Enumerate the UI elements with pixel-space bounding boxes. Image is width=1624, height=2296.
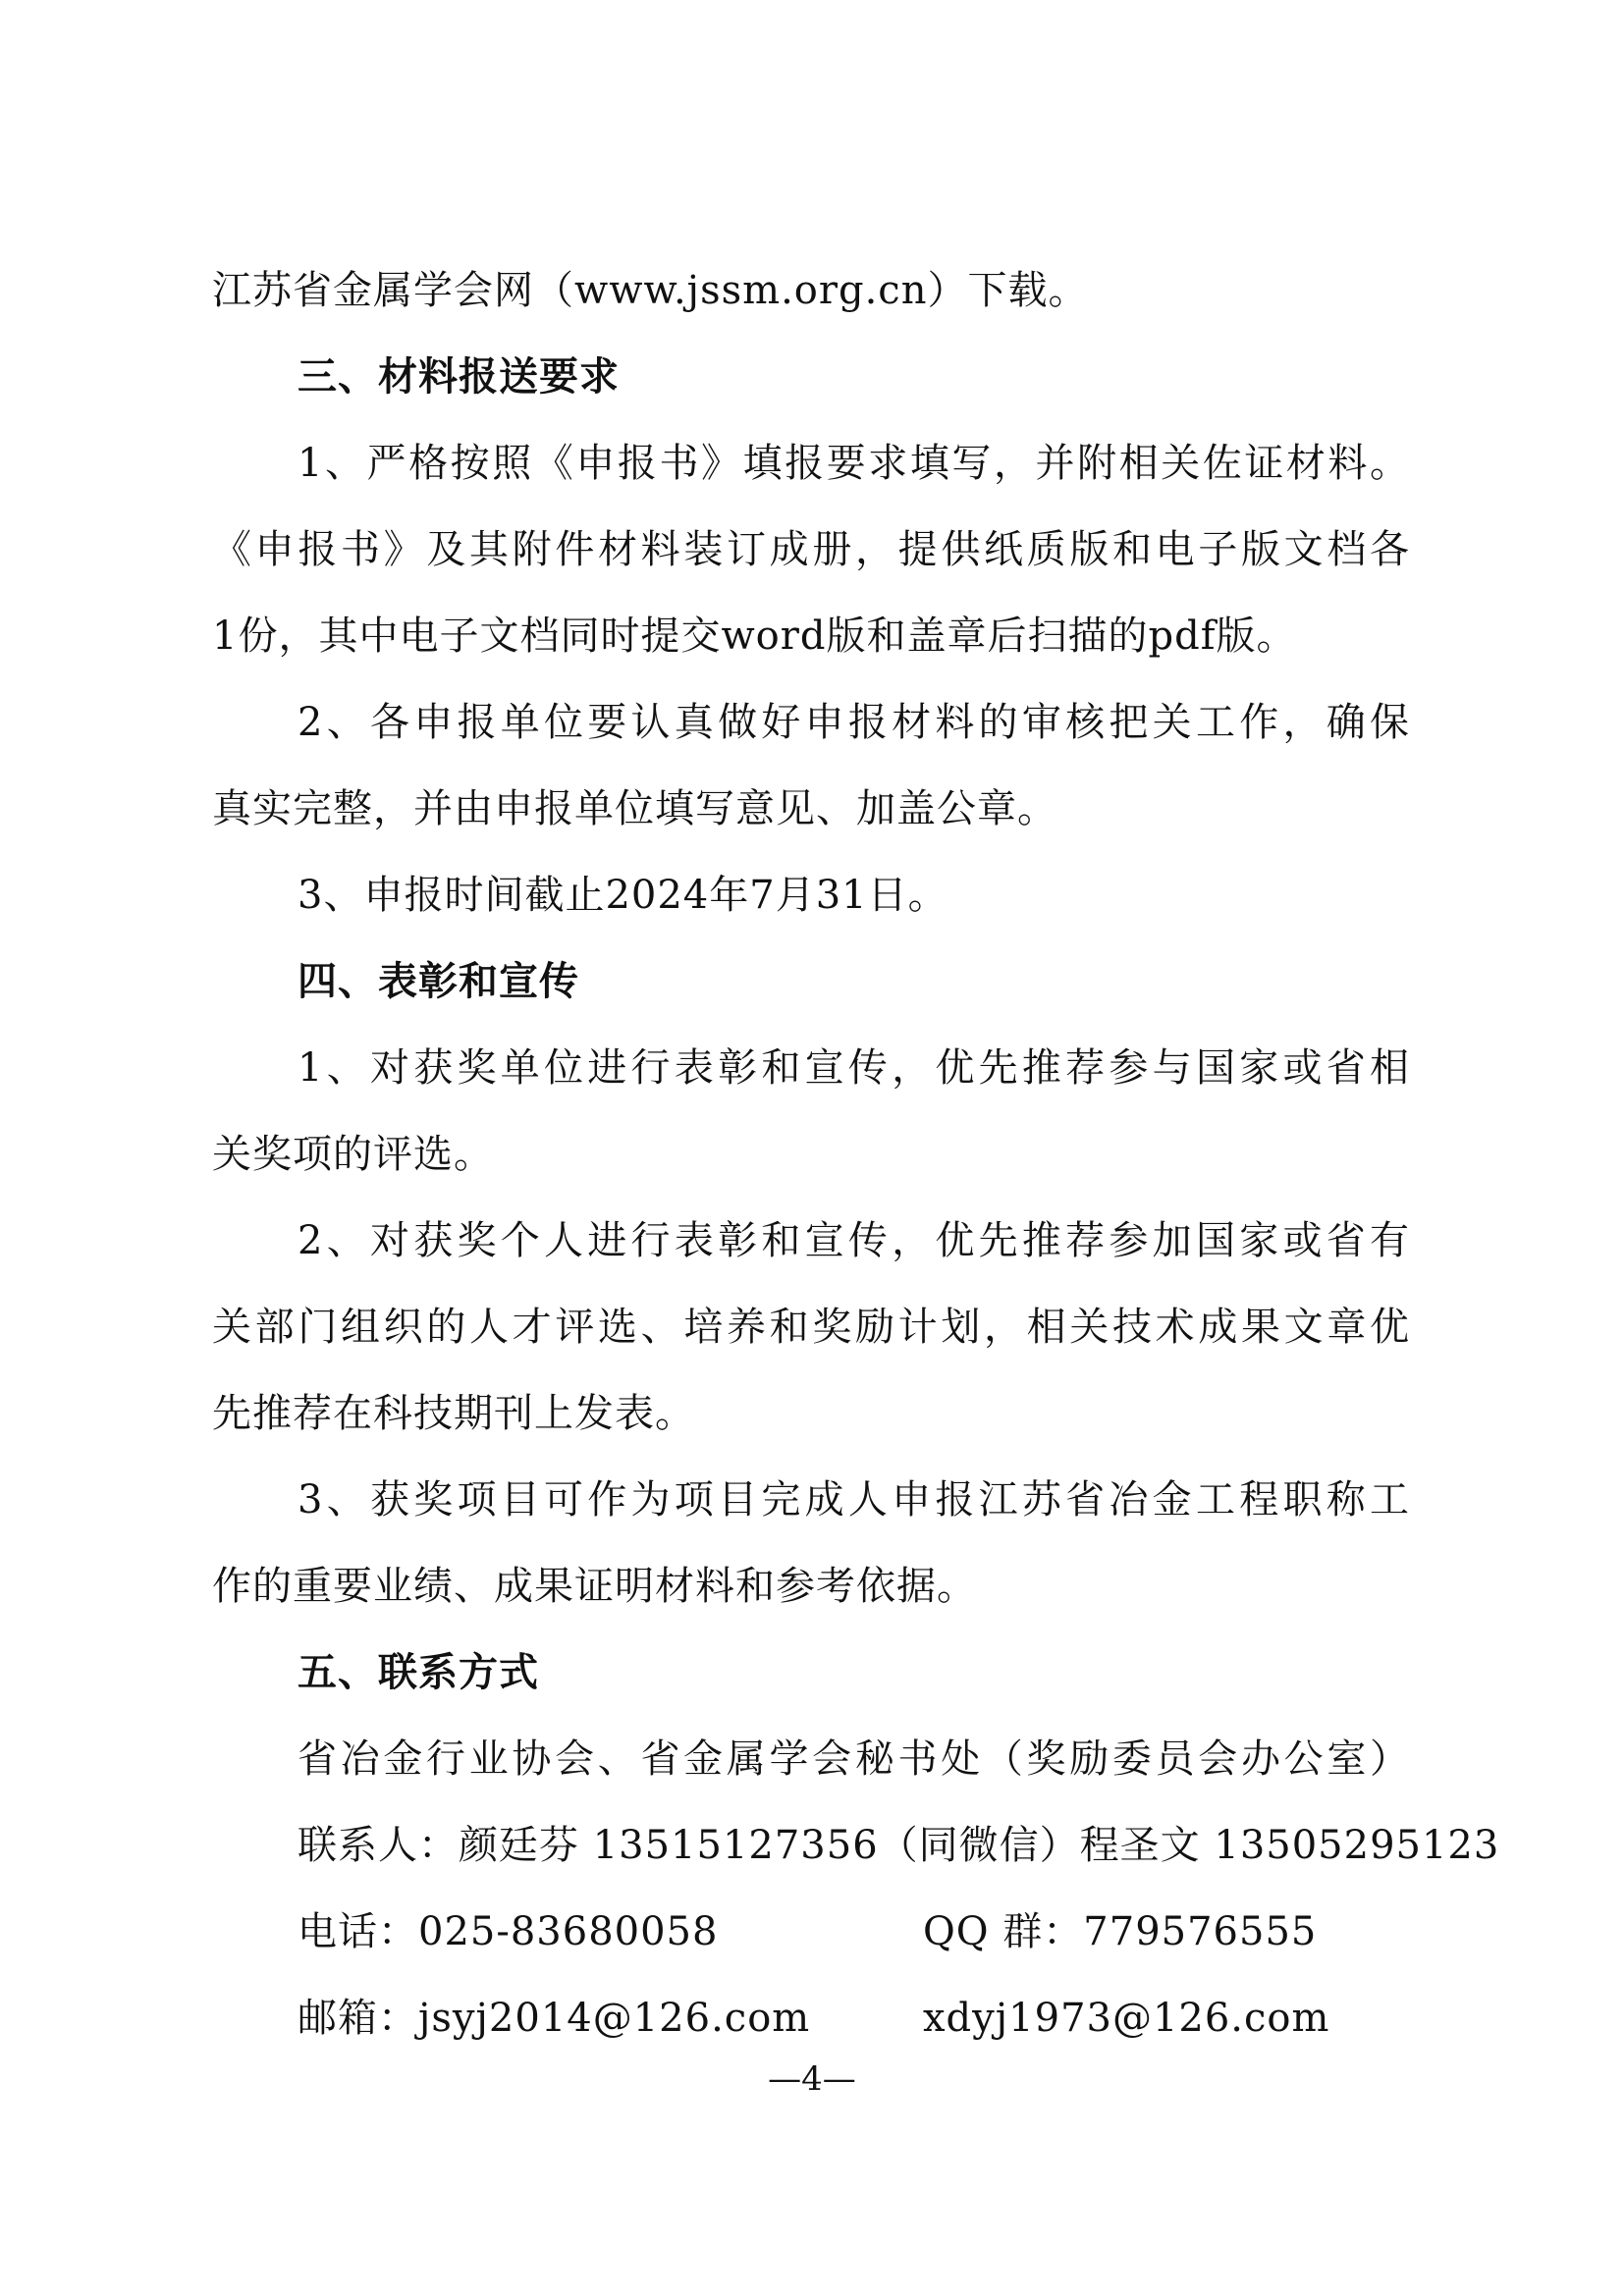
contact-phone: 电话：025-83680058: [298, 1909, 719, 1954]
contact-qq-group: QQ 群：779576555: [923, 1909, 1318, 1954]
paragraph-line-materials-1c: 1份，其中电子文档同时提交word版和盖章后扫描的pdf版。: [212, 614, 1297, 659]
paragraph-line-commendation-2b: 关部门组织的人才评选、培养和奖励计划，相关技术成果文章优: [212, 1305, 1410, 1350]
paragraph-line-materials-2b: 真实完整，并由申报单位填写意见、加盖公章。: [212, 786, 1057, 831]
paragraph-line-commendation-1a: 1、对获奖单位进行表彰和宣传，优先推荐参与国家或省相: [298, 1045, 1410, 1091]
paragraph-line-deadline: 3、申报时间截止2024年7月31日。: [298, 873, 948, 918]
paragraph-line-materials-1a: 1、严格按照《申报书》填报要求填写，并附相关佐证材料。: [298, 441, 1410, 486]
contact-email-secondary: xdyj1973@126.com: [923, 1996, 1330, 2041]
paragraph-line-commendation-3b: 作的重要业绩、成果证明材料和参考依据。: [212, 1564, 977, 1609]
paragraph-line-materials-1b: 《申报书》及其附件材料装订成册，提供纸质版和电子版文档各: [212, 527, 1410, 572]
paragraph-line-commendation-2c: 先推荐在科技期刊上发表。: [212, 1391, 695, 1436]
section-heading-contact: 五、联系方式: [298, 1650, 539, 1695]
section-heading-commendation: 四、表彰和宣传: [298, 959, 579, 1004]
page-number: —4—: [768, 2059, 856, 2099]
contact-persons: 联系人：颜廷芬 13515127356（同微信）程圣文 13505295123: [298, 1823, 1500, 1868]
paragraph-line-commendation-3a: 3、获奖项目可作为项目完成人申报江苏省冶金工程职称工: [298, 1477, 1410, 1522]
section-heading-materials: 三、材料报送要求: [298, 354, 620, 400]
contact-office: 省冶金行业协会、省金属学会秘书处（奖励委员会办公室）: [298, 1736, 1410, 1782]
paragraph-line-download-site: 江苏省金属学会网（www.jssm.org.cn）下载。: [212, 268, 1089, 313]
contact-email-primary: 邮箱：jsyj2014@126.com: [298, 1996, 811, 2041]
paragraph-line-commendation-1b: 关奖项的评选。: [212, 1132, 494, 1177]
paragraph-line-commendation-2a: 2、对获奖个人进行表彰和宣传，优先推荐参加国家或省有: [298, 1218, 1410, 1263]
paragraph-line-materials-2a: 2、各申报单位要认真做好申报材料的审核把关工作，确保: [298, 700, 1410, 745]
